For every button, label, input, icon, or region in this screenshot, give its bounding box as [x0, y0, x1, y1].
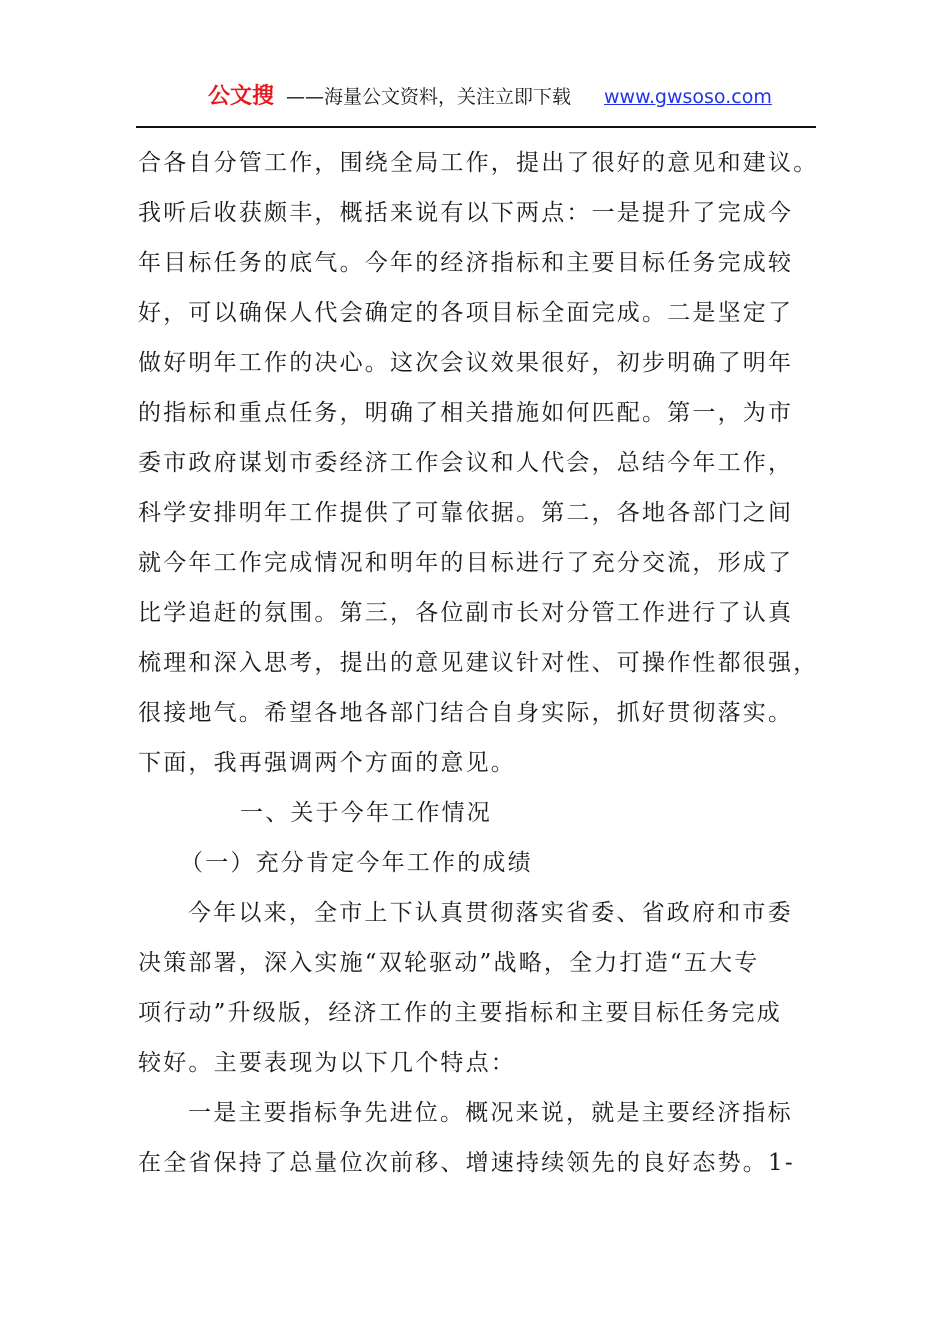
body-line-19: 较好。主要表现为以下几个特点： [138, 1050, 516, 1076]
body-line-11: 梳理和深入思考，提出的意见建议针对性、可操作性都很强， [138, 650, 819, 676]
page-header [136, 84, 816, 110]
header-url-link[interactable]: www.gwsoso.com [604, 86, 772, 108]
body-line-4: 好，可以确保人代会确定的各项目标全面完成。二是坚定了 [138, 300, 794, 326]
body-line-2: 我听后收获颇丰，概括来说有以下两点：一是提升了完成今 [138, 200, 794, 226]
body-line-16: 今年以来，全市上下认真贯彻落实省委、省政府和市委 [188, 900, 793, 926]
subsection-heading: （一）充分肯定今年工作的成绩 [180, 850, 533, 876]
body-line-6: 的指标和重点任务，明确了相关措施如何匹配。第一，为市 [138, 400, 794, 426]
body-line-5: 做好明年工作的决心。这次会议效果很好，初步明确了明年 [138, 350, 794, 376]
body-line-8: 科学安排明年工作提供了可靠依据。第二，各地各部门之间 [138, 500, 794, 526]
brand-logo-text: 公文搜 [208, 84, 275, 109]
body-line-1: 合各自分管工作，围绕全局工作，提出了很好的意见和建议。 [138, 150, 819, 176]
header-divider [136, 126, 816, 128]
body-line-10: 比学追赶的氛围。第三，各位副市长对分管工作进行了认真 [138, 600, 794, 626]
body-line-9: 就今年工作完成情况和明年的目标进行了充分交流，形成了 [138, 550, 794, 576]
body-line-13: 下面，我再强调两个方面的意见。 [138, 750, 516, 776]
body-line-12: 很接地气。希望各地各部门结合自身实际，抓好贯彻落实。 [138, 700, 794, 726]
body-line-3: 年目标任务的底气。今年的经济指标和主要目标任务完成较 [138, 250, 794, 276]
body-line-21: 在全省保持了总量位次前移、增速持续领先的良好态势。1- [138, 1150, 795, 1176]
body-line-7: 委市政府谋划市委经济工作会议和人代会，总结今年工作， [138, 450, 794, 476]
body-line-18: 项行动”升级版，经济工作的主要指标和主要目标任务完成 [138, 1000, 782, 1026]
body-line-17: 决策部署，深入实施“双轮驱动”战略，全力打造“五大专 [138, 950, 760, 976]
header-tagline: ——海量公文资料，关注立即下载 [286, 86, 572, 108]
section-heading: 一、关于今年工作情况 [240, 800, 492, 826]
body-line-20: 一是主要指标争先进位。概况来说，就是主要经济指标 [188, 1100, 793, 1126]
